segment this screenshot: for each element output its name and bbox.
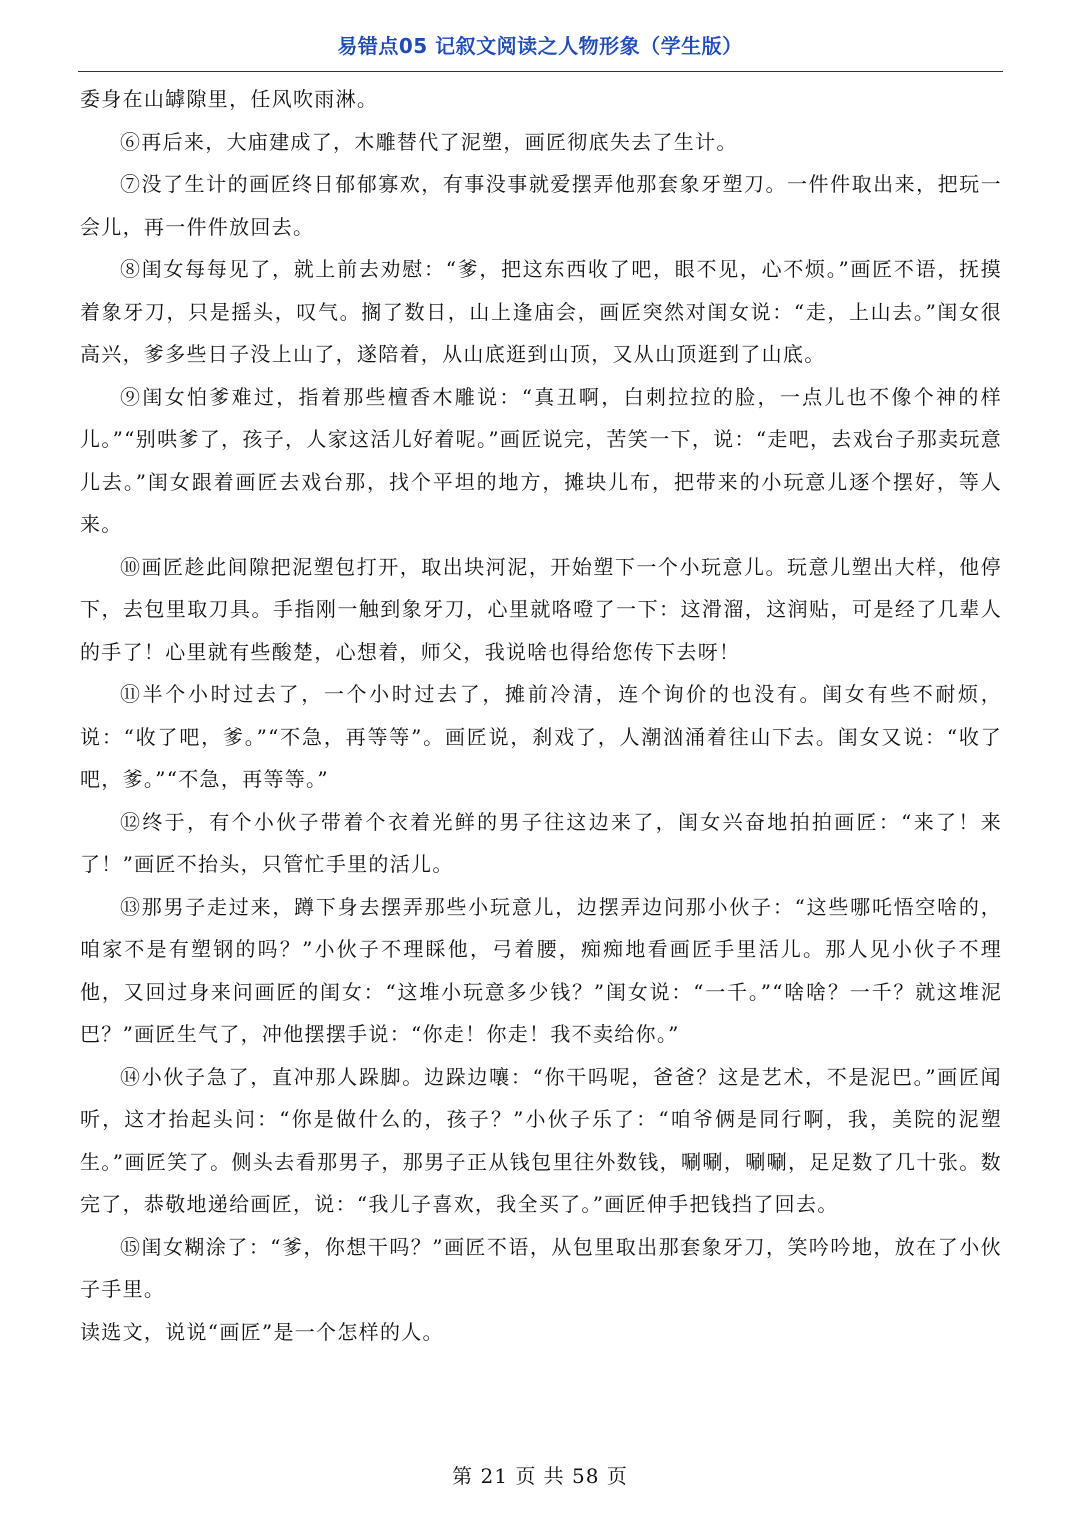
paragraph-11: ⑪半个小时过去了，一个小时过去了，摊前冷清，连个询价的也没有。闺女有些不耐烦，说：“收了吧，爹。”“不急，再等等”。画匠说，刹戏了，人潮汹涌着往山下去。闺女又说：“收了吧，爹。”“不急，再等等。” xyxy=(80,682,1002,791)
page-header-title: 易错点05 记叙文阅读之人物形象（学生版） xyxy=(337,34,743,58)
paragraph-14: ⑭小伙子急了，直冲那人跺脚。边跺边嚷：“你干吗呢，爸爸？这是艺术，不是泥巴。”画匠闻听，这才抬起头问：“你是做什么的，孩子？”小伙子乐了：“咱爷俩是同行啊，我，美院的泥塑生。”画匠笑了。侧头去看那男子，那男子正从钱包里往外数钱，唰唰，唰唰，足足数了几十张。数完了，恭敬地递给画匠，说：“我儿子喜欢，我全买了。”画匠伸手把钱挡了回去。 xyxy=(80,1064,1002,1216)
paragraph-10: ⑩画匠趁此间隙把泥塑包打开，取出块河泥，开始塑下一个小玩意儿。玩意儿塑出大样，他停下，去包里取刀具。手指刚一触到象牙刀，心里就咯噔了一下：这滑溜，这润贴，可是经了几辈人的手了！心里就有些酸楚，心想着，师父，我说啥也得给您传下去呀！ xyxy=(80,554,1002,664)
page-number: 第 21 页 共 58 页 xyxy=(452,1464,628,1488)
paragraph-6: ⑥再后来，大庙建成了，木雕替代了泥塑，画匠彻底失去了生计。 xyxy=(120,129,738,154)
question-text: 读选文，说说“画匠”是一个怎样的人。 xyxy=(80,1319,444,1344)
paragraph-8: ⑧闺女每每见了，就上前去劝慰：“爹，把这东西收了吧，眼不见，心不烦。”画匠不语，抚摸着象牙刀，只是摇头，叹气。搁了数日，山上逢庙会，画匠突然对闺女说：“走，上山去。”闺女很高兴，爹多些日子没上山了，遂陪着，从山底逛到山顶，又从山顶逛到了山底。 xyxy=(80,257,1002,366)
paragraph-continued: 委身在山罅隙里，任风吹雨淋。 xyxy=(80,87,379,111)
paragraph-15: ⑮闺女糊涂了：“爹，你想干吗？”画匠不语，从包里取出那套象牙刀，笑吟吟地，放在了小伙子手里。 xyxy=(80,1234,1002,1301)
paragraph-9: ⑨闺女怕爹难过，指着那些檀香木雕说：“真丑啊，白刺拉拉的脸，一点儿也不像个神的样儿。”“别哄爹了，孩子，人家这活儿好着呢。”画匠说完，苦笑一下，说：“走吧，去戏台子那卖玩意儿去。”闺女跟着画匠去戏台那，找个平坦的地方，摊块儿布，把带来的小玩意儿逐个摆好，等人来。 xyxy=(80,384,1002,536)
paragraph-7: ⑦没了生计的画匠终日郁郁寡欢，有事没事就爱摆弄他那套象牙塑刀。一件件取出来，把玩一会儿，再一件件放回去。 xyxy=(80,172,1002,239)
header-divider xyxy=(78,71,1003,72)
article-body xyxy=(80,78,1002,1353)
paragraph-13: ⑬那男子走过来，蹲下身去摆弄那些小玩意儿，边摆弄边问那小伙子：“这些哪吒悟空啥的，咱家不是有塑钢的吗？”小伙子不理睬他，弓着腰，痴痴地看画匠手里活儿。那人见小伙子不理他，又回过身来问画匠的闺女：“这堆小玩意多少钱？”闺女说：“一千。”“啥啥？一千？就这堆泥巴？”画匠生气了，冲他摆摆手说：“你走！你走！我不卖给你。” xyxy=(80,894,1002,1046)
paragraph-12: ⑫终于，有个小伙子带着个衣着光鲜的男子往这边来了，闺女兴奋地拍拍画匠：“来了！来了！”画匠不抬头，只管忙手里的活儿。 xyxy=(80,809,1002,876)
